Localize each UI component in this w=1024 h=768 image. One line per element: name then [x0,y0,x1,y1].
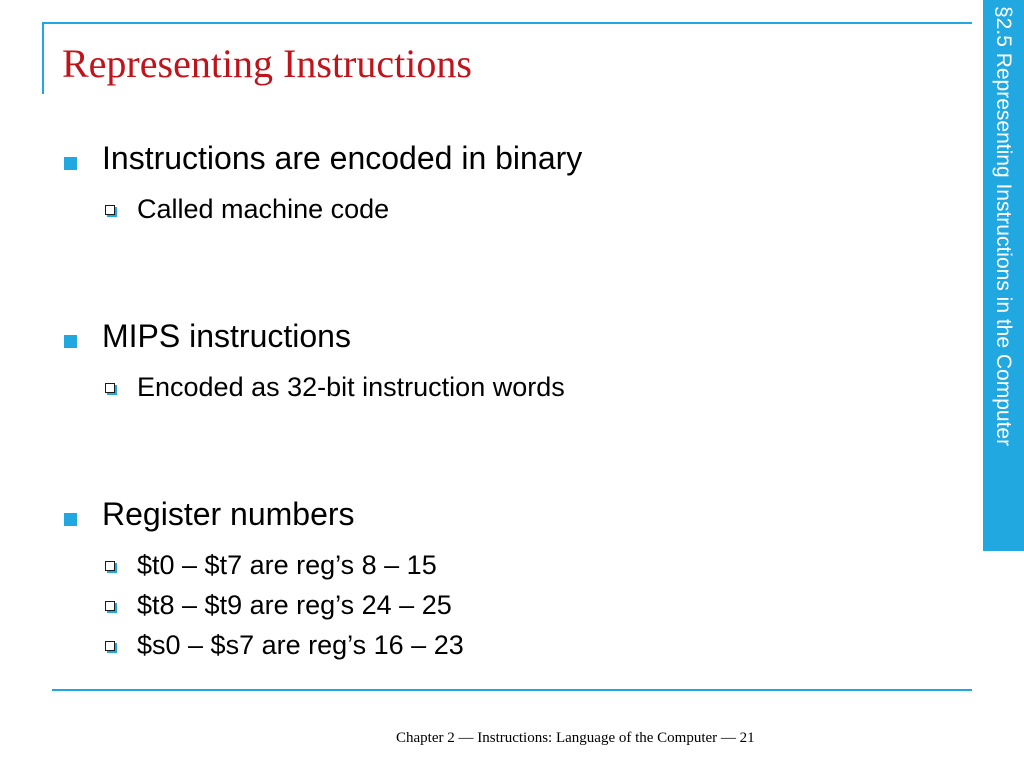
sub-bullet-item [62,190,962,228]
bullet-text: Register numbers [102,496,355,532]
sub-bullet-item [62,368,962,406]
sub-bullet-text: $t8 – $t9 are reg’s 24 – 25 [137,590,452,620]
bottom-rule [52,689,972,691]
sub-bullet-item [62,626,962,664]
hollow-square-bullet-icon [105,641,115,651]
sub-bullet-item [62,546,962,584]
sub-bullet-item [62,586,962,624]
bullet-item [62,494,962,534]
hollow-square-bullet-icon [105,561,115,571]
square-bullet-icon [64,513,77,526]
sub-bullet-text: Encoded as 32-bit instruction words [137,372,565,402]
hollow-square-bullet-icon [105,383,115,393]
square-bullet-icon [64,335,77,348]
bullet-list [62,138,962,664]
left-rule [42,22,44,94]
section-tab [983,0,1024,551]
sub-bullet-text: $t0 – $t7 are reg’s 8 – 15 [137,550,437,580]
bullet-text: MIPS instructions [102,318,351,354]
bullet-item [62,138,962,178]
square-bullet-icon [64,157,77,170]
bullet-item [62,316,962,356]
bullet-text: Instructions are encoded in binary [102,140,583,176]
sub-bullet-text: Called machine code [137,194,390,224]
slide-title: Representing Instructions [62,41,472,86]
sub-bullet-text: $s0 – $s7 are reg’s 16 – 23 [137,630,464,660]
section-tab-label: §2.5 Representing Instructions in the Computer [992,6,1015,447]
slide-footer: Chapter 2 — Instructions: Language of the Computer — 21 [396,730,755,746]
hollow-square-bullet-icon [105,205,115,215]
hollow-square-bullet-icon [105,601,115,611]
top-rule [42,22,972,24]
